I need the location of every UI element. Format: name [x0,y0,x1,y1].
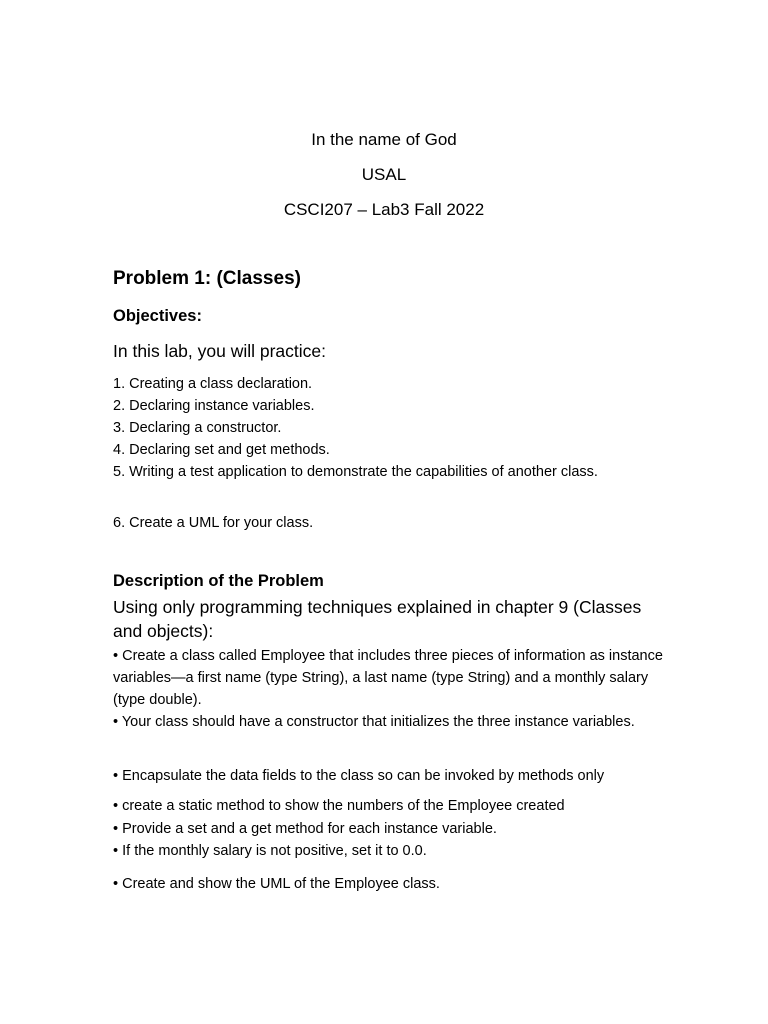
header-line-dedication: In the name of God [311,130,457,149]
bullet-item: • Encapsulate the data fields to the class so can be invoked by methods only [113,768,605,784]
list-item-uml: 6. Create a UML for your class. [113,515,314,531]
header-line-course: CSCI207 – Lab3 Fall 2022 [283,200,485,219]
bullet-item: • create a static method to show the numbers of the Employee created [113,798,565,814]
objectives-list [113,373,673,483]
bullet-item: • Your class should have a constructor that initializes the three instance variables. [113,714,635,730]
bullet-item: • Create a class called Employee that includes three pieces of information as instance variables—a first name (type String), a last name (type String) and a monthly salary (type double). [113,648,663,708]
list-item: 1. Creating a class declaration. [113,376,313,392]
objectives-intro: In this lab, you will practice: [113,341,327,361]
list-item: 3. Declaring a constructor. [113,420,282,436]
bullet-item: • If the monthly salary is not positive, set it to 0.0. [113,843,427,859]
description-heading: Description of the Problem [113,572,324,590]
list-item: 2. Declaring instance variables. [113,398,315,414]
description-intro: Using only programming techniques explained in chapter 9 (Classes and objects): [113,597,642,641]
header-line-institution: USAL [361,165,407,184]
list-item: 5. Writing a test application to demonstrate the capabilities of another class. [113,464,598,480]
bullet-item: • Provide a set and a get method for each instance variable. [113,821,497,837]
bullet-item: • Create and show the UML of the Employee class. [113,876,440,892]
list-item: 4. Declaring set and get methods. [113,442,330,458]
problem-title: Problem 1: (Classes) [113,268,301,289]
objectives-heading: Objectives: [113,307,202,325]
